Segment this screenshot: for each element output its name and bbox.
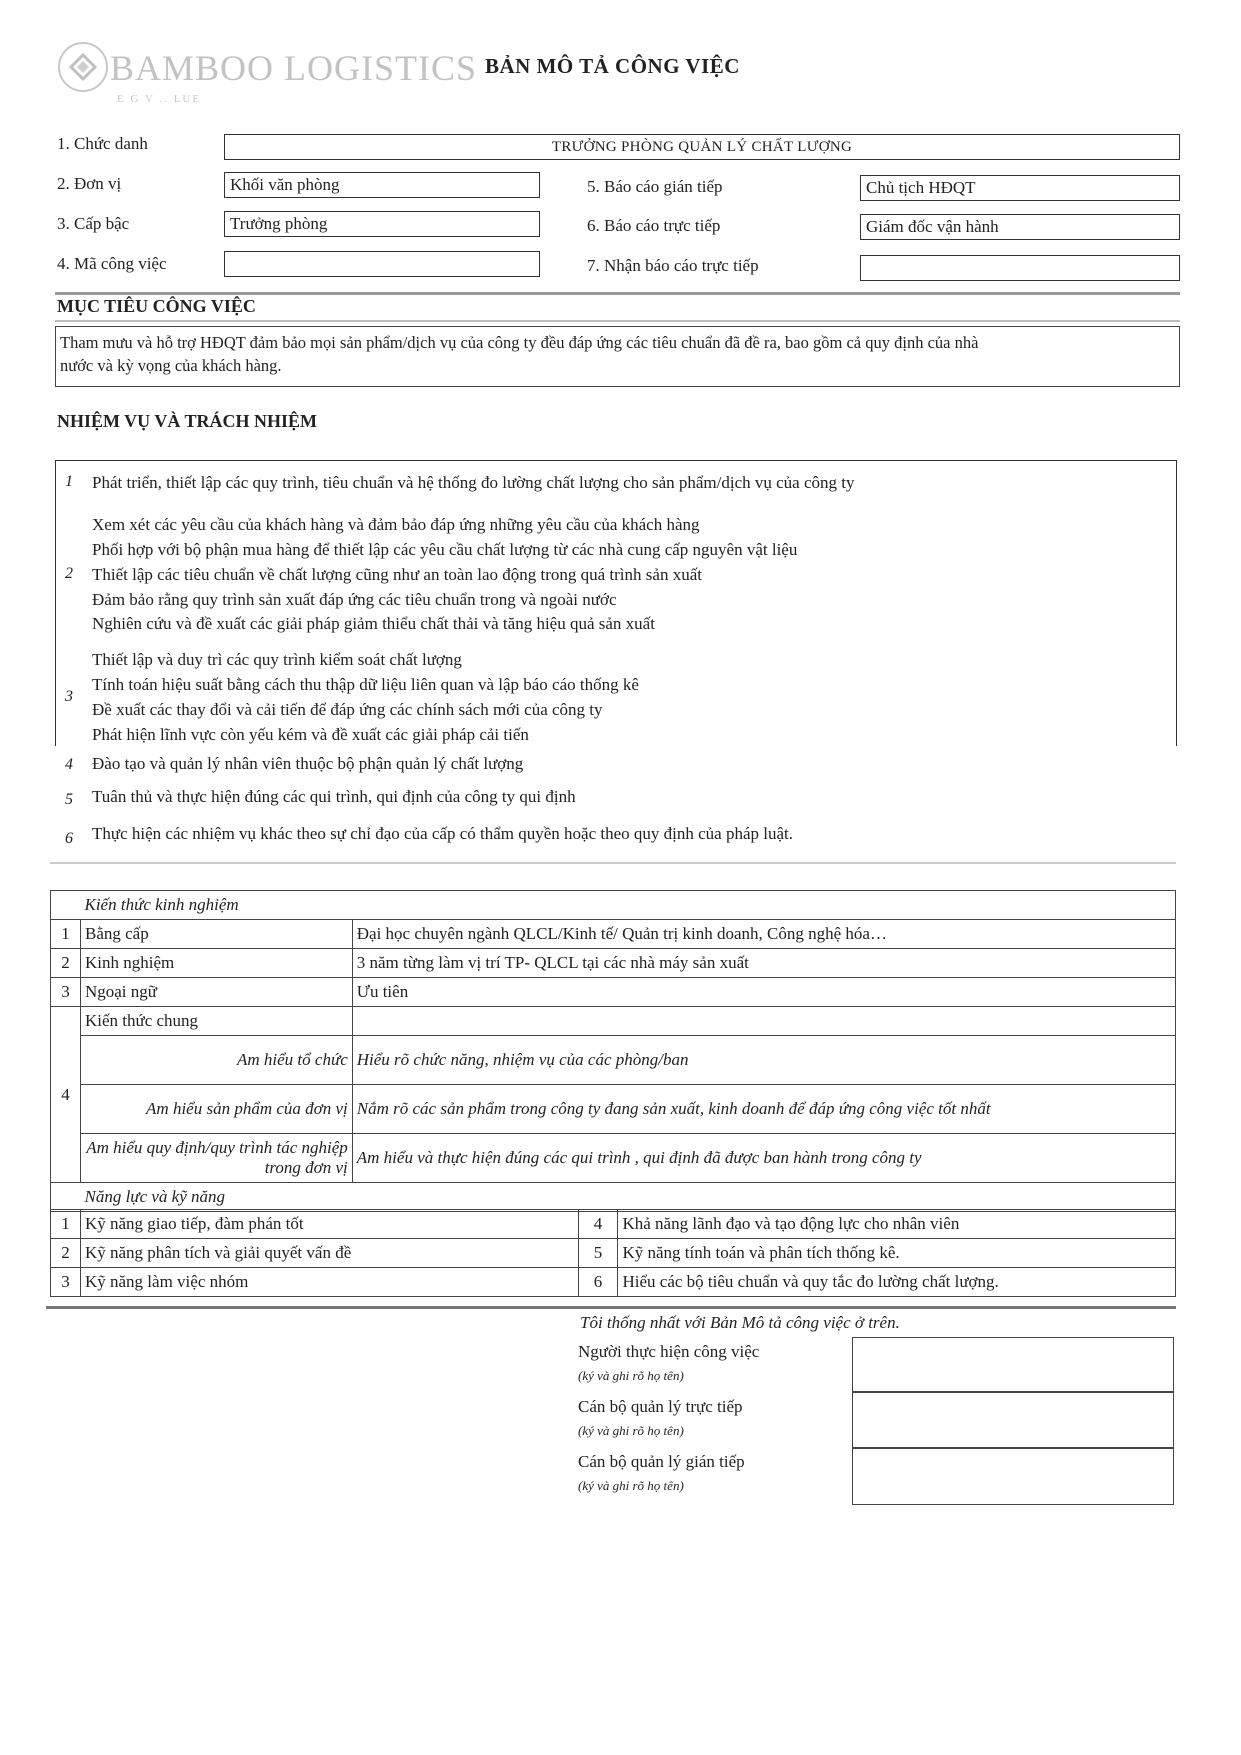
field-label-chuc-danh: 1. Chức danh (57, 134, 148, 153)
skill-number: 5 (578, 1239, 618, 1268)
objective-line: Tham mưu và hỗ trợ HĐQT đảm bảo mọi sản phẩm/dịch vụ của công ty đều đáp ứng các tiêu chuẩn đã đề ra, bao gồm cả quy định của nhà (60, 333, 979, 352)
table-row (51, 978, 1176, 1007)
field-ma-cong-viec[interactable] (224, 251, 540, 277)
duty-number: 2 (65, 565, 73, 582)
duty-number: 3 (65, 688, 73, 705)
logo-name: BAMBOO LOGISTICS (110, 48, 478, 88)
knowledge-heading: Kiến thức kinh nghiệm (80, 891, 1175, 920)
divider (46, 1306, 1176, 1309)
field-bao-cao-truc-tiep[interactable]: Giám đốc vận hành (860, 214, 1180, 240)
logo-emblem-icon (57, 39, 109, 95)
signature-box-employee[interactable] (852, 1337, 1174, 1393)
row-number: 2 (51, 949, 81, 978)
row-label: Kiến thức chung (80, 1007, 352, 1036)
logo-subtitle: E G V .. LUE (117, 93, 202, 105)
table-row (51, 1210, 1176, 1239)
signer-label: Cán bộ quản lý trực tiếp (578, 1397, 743, 1416)
duty-item: Phát hiện lĩnh vực còn yếu kém và đề xuất các giải pháp cải tiến (92, 725, 529, 744)
field-label-cap-bac: 3. Cấp bậc (57, 214, 130, 233)
duty-number: 6 (65, 830, 73, 847)
field-label-nhan-bao-cao: 7. Nhận báo cáo trực tiếp (587, 256, 759, 275)
agreement-text: Tôi thống nhất với Bản Mô tả công việc ở trên. (580, 1313, 900, 1332)
objective-line: nước và kỳ vọng của khách hàng. (60, 356, 282, 375)
row-label: Am hiểu sản phẩm của đơn vị (80, 1085, 352, 1134)
signer-label: Người thực hiện công việc (578, 1342, 760, 1361)
requirements-table (50, 890, 1176, 1212)
field-don-vi[interactable]: Khối văn phòng (224, 172, 540, 198)
skill-item: Kỹ năng tính toán và phân tích thống kê. (618, 1239, 1176, 1268)
skill-item: Kỹ năng làm việc nhóm (80, 1268, 578, 1297)
table-row (51, 1239, 1176, 1268)
row-value: Đại học chuyên ngành QLCL/Kinh tế/ Quản trị kinh doanh, Công nghệ hóa… (352, 920, 1175, 949)
duties-heading: NHIỆM VỤ VÀ TRÁCH NHIỆM (57, 411, 318, 431)
table-row (51, 1134, 1176, 1183)
table-row (51, 949, 1176, 978)
skill-number: 3 (51, 1268, 81, 1297)
signer-note: (ký và ghi rõ họ tên) (578, 1478, 684, 1493)
field-nhan-bao-cao[interactable] (860, 255, 1180, 281)
field-chuc-danh[interactable]: TRƯỞNG PHÒNG QUẢN LÝ CHẤT LƯỢNG (224, 134, 1180, 160)
row-value: Hiểu rõ chức năng, nhiệm vụ của các phòng/ban (352, 1036, 1175, 1085)
field-label-bao-cao-gian-tiep: 5. Báo cáo gián tiếp (587, 177, 723, 196)
duty-item: Xem xét các yêu cầu của khách hàng và đảm bảo đáp ứng những yêu cầu của khách hàng (92, 515, 700, 534)
row-value: 3 năm từng làm vị trí TP- QLCL tại các nhà máy sản xuất (352, 949, 1175, 978)
duty-item: Đào tạo và quản lý nhân viên thuộc bộ phận quản lý chất lượng (92, 754, 524, 773)
field-label-ma-cong-viec: 4. Mã công việc (57, 254, 167, 273)
field-cap-bac[interactable]: Trưởng phòng (224, 211, 540, 237)
divider (50, 862, 1176, 864)
duty-item: Tuân thủ và thực hiện đúng các qui trình, qui định của công ty qui định (92, 787, 576, 806)
table-row (51, 1007, 1176, 1036)
row-number: 4 (51, 1007, 81, 1183)
signer-note: (ký và ghi rõ họ tên) (578, 1368, 684, 1383)
skill-number: 4 (578, 1210, 618, 1239)
skill-item: Khả năng lãnh đạo và tạo động lực cho nhân viên (618, 1210, 1176, 1239)
duty-number: 1 (65, 473, 73, 490)
skill-number: 2 (51, 1239, 81, 1268)
duty-item: Tính toán hiệu suất bằng cách thu thập dữ liệu liên quan và lập báo cáo thống kê (92, 675, 639, 694)
row-value: Am hiểu và thực hiện đúng các qui trình , qui định đã được ban hành trong công ty (352, 1134, 1175, 1183)
skills-heading: Năng lực và kỹ năng (80, 1183, 1175, 1212)
table-row (51, 1036, 1176, 1085)
skill-item: Hiểu các bộ tiêu chuẩn và quy tắc đo lường chất lượng. (618, 1268, 1176, 1297)
table-row (51, 920, 1176, 949)
row-label: Kinh nghiệm (80, 949, 352, 978)
signature-box-indirect-manager[interactable] (852, 1447, 1174, 1505)
page-title: BẢN MÔ TẢ CÔNG VIỆC (485, 54, 740, 78)
signer-label: Cán bộ quản lý gián tiếp (578, 1452, 745, 1471)
duty-item: Thực hiện các nhiệm vụ khác theo sự chỉ đạo của cấp có thẩm quyền hoặc theo quy định của pháp luật. (92, 824, 794, 843)
row-number: 3 (51, 978, 81, 1007)
field-label-bao-cao-truc-tiep: 6. Báo cáo trực tiếp (587, 216, 721, 235)
skill-number: 6 (578, 1268, 618, 1297)
row-value: Ưu tiên (352, 978, 1175, 1007)
row-label: Am hiểu quy định/quy trình tác nghiệp trong đơn vị (80, 1134, 352, 1183)
table-row (51, 1268, 1176, 1297)
duty-item: Nghiên cứu và đề xuất các giải pháp giảm thiểu chất thải và tăng hiệu quả sản xuất (92, 614, 655, 633)
skill-number: 1 (51, 1210, 81, 1239)
signature-box-direct-manager[interactable] (852, 1391, 1174, 1449)
objective-heading: MỤC TIÊU CÔNG VIỆC (57, 296, 256, 316)
row-label: Ngoại ngữ (80, 978, 352, 1007)
table-row (51, 1085, 1176, 1134)
duty-item: Phát triển, thiết lập các quy trình, tiêu chuẩn và hệ thống đo lường chất lượng cho sản phẩm/dịch vụ của công ty (92, 473, 855, 492)
duty-item: Phối hợp với bộ phận mua hàng để thiết lập các yêu cầu chất lượng từ các nhà cung cấp nguyên vật liệu (92, 540, 798, 559)
divider (55, 320, 1180, 322)
duty-number: 5 (65, 791, 73, 808)
objective-text (55, 326, 1180, 387)
duty-item: Thiết lập các tiêu chuẩn về chất lượng cũng như an toàn lao động trong quá trình sản xuất (92, 565, 702, 584)
row-label: Bằng cấp (80, 920, 352, 949)
company-logo (55, 35, 478, 110)
duty-item: Thiết lập và duy trì các quy trình kiểm soát chất lượng (92, 650, 462, 669)
skill-item: Kỹ năng giao tiếp, đàm phán tốt (80, 1210, 578, 1239)
table-row (51, 1183, 1176, 1212)
skill-item: Kỹ năng phân tích và giải quyết vấn đề (80, 1239, 578, 1268)
row-value: Nắm rõ các sản phẩm trong công ty đang sản xuất, kinh doanh để đáp ứng công việc tốt nhất (352, 1085, 1175, 1134)
duty-number: 4 (65, 756, 73, 773)
table-row (51, 891, 1176, 920)
skills-table (50, 1209, 1176, 1297)
duty-item: Đảm bảo rằng quy trình sản xuất đáp ứng các tiêu chuẩn trong và ngoài nước (92, 590, 617, 609)
duty-item: Đề xuất các thay đổi và cải tiến để đáp ứng các chính sách mới của công ty (92, 700, 603, 719)
row-label: Am hiểu tổ chức (80, 1036, 352, 1085)
signer-note: (ký và ghi rõ họ tên) (578, 1423, 684, 1438)
row-number: 1 (51, 920, 81, 949)
divider (55, 292, 1180, 295)
field-bao-cao-gian-tiep[interactable]: Chủ tịch HĐQT (860, 175, 1180, 201)
field-label-don-vi: 2. Đơn vị (57, 174, 122, 193)
